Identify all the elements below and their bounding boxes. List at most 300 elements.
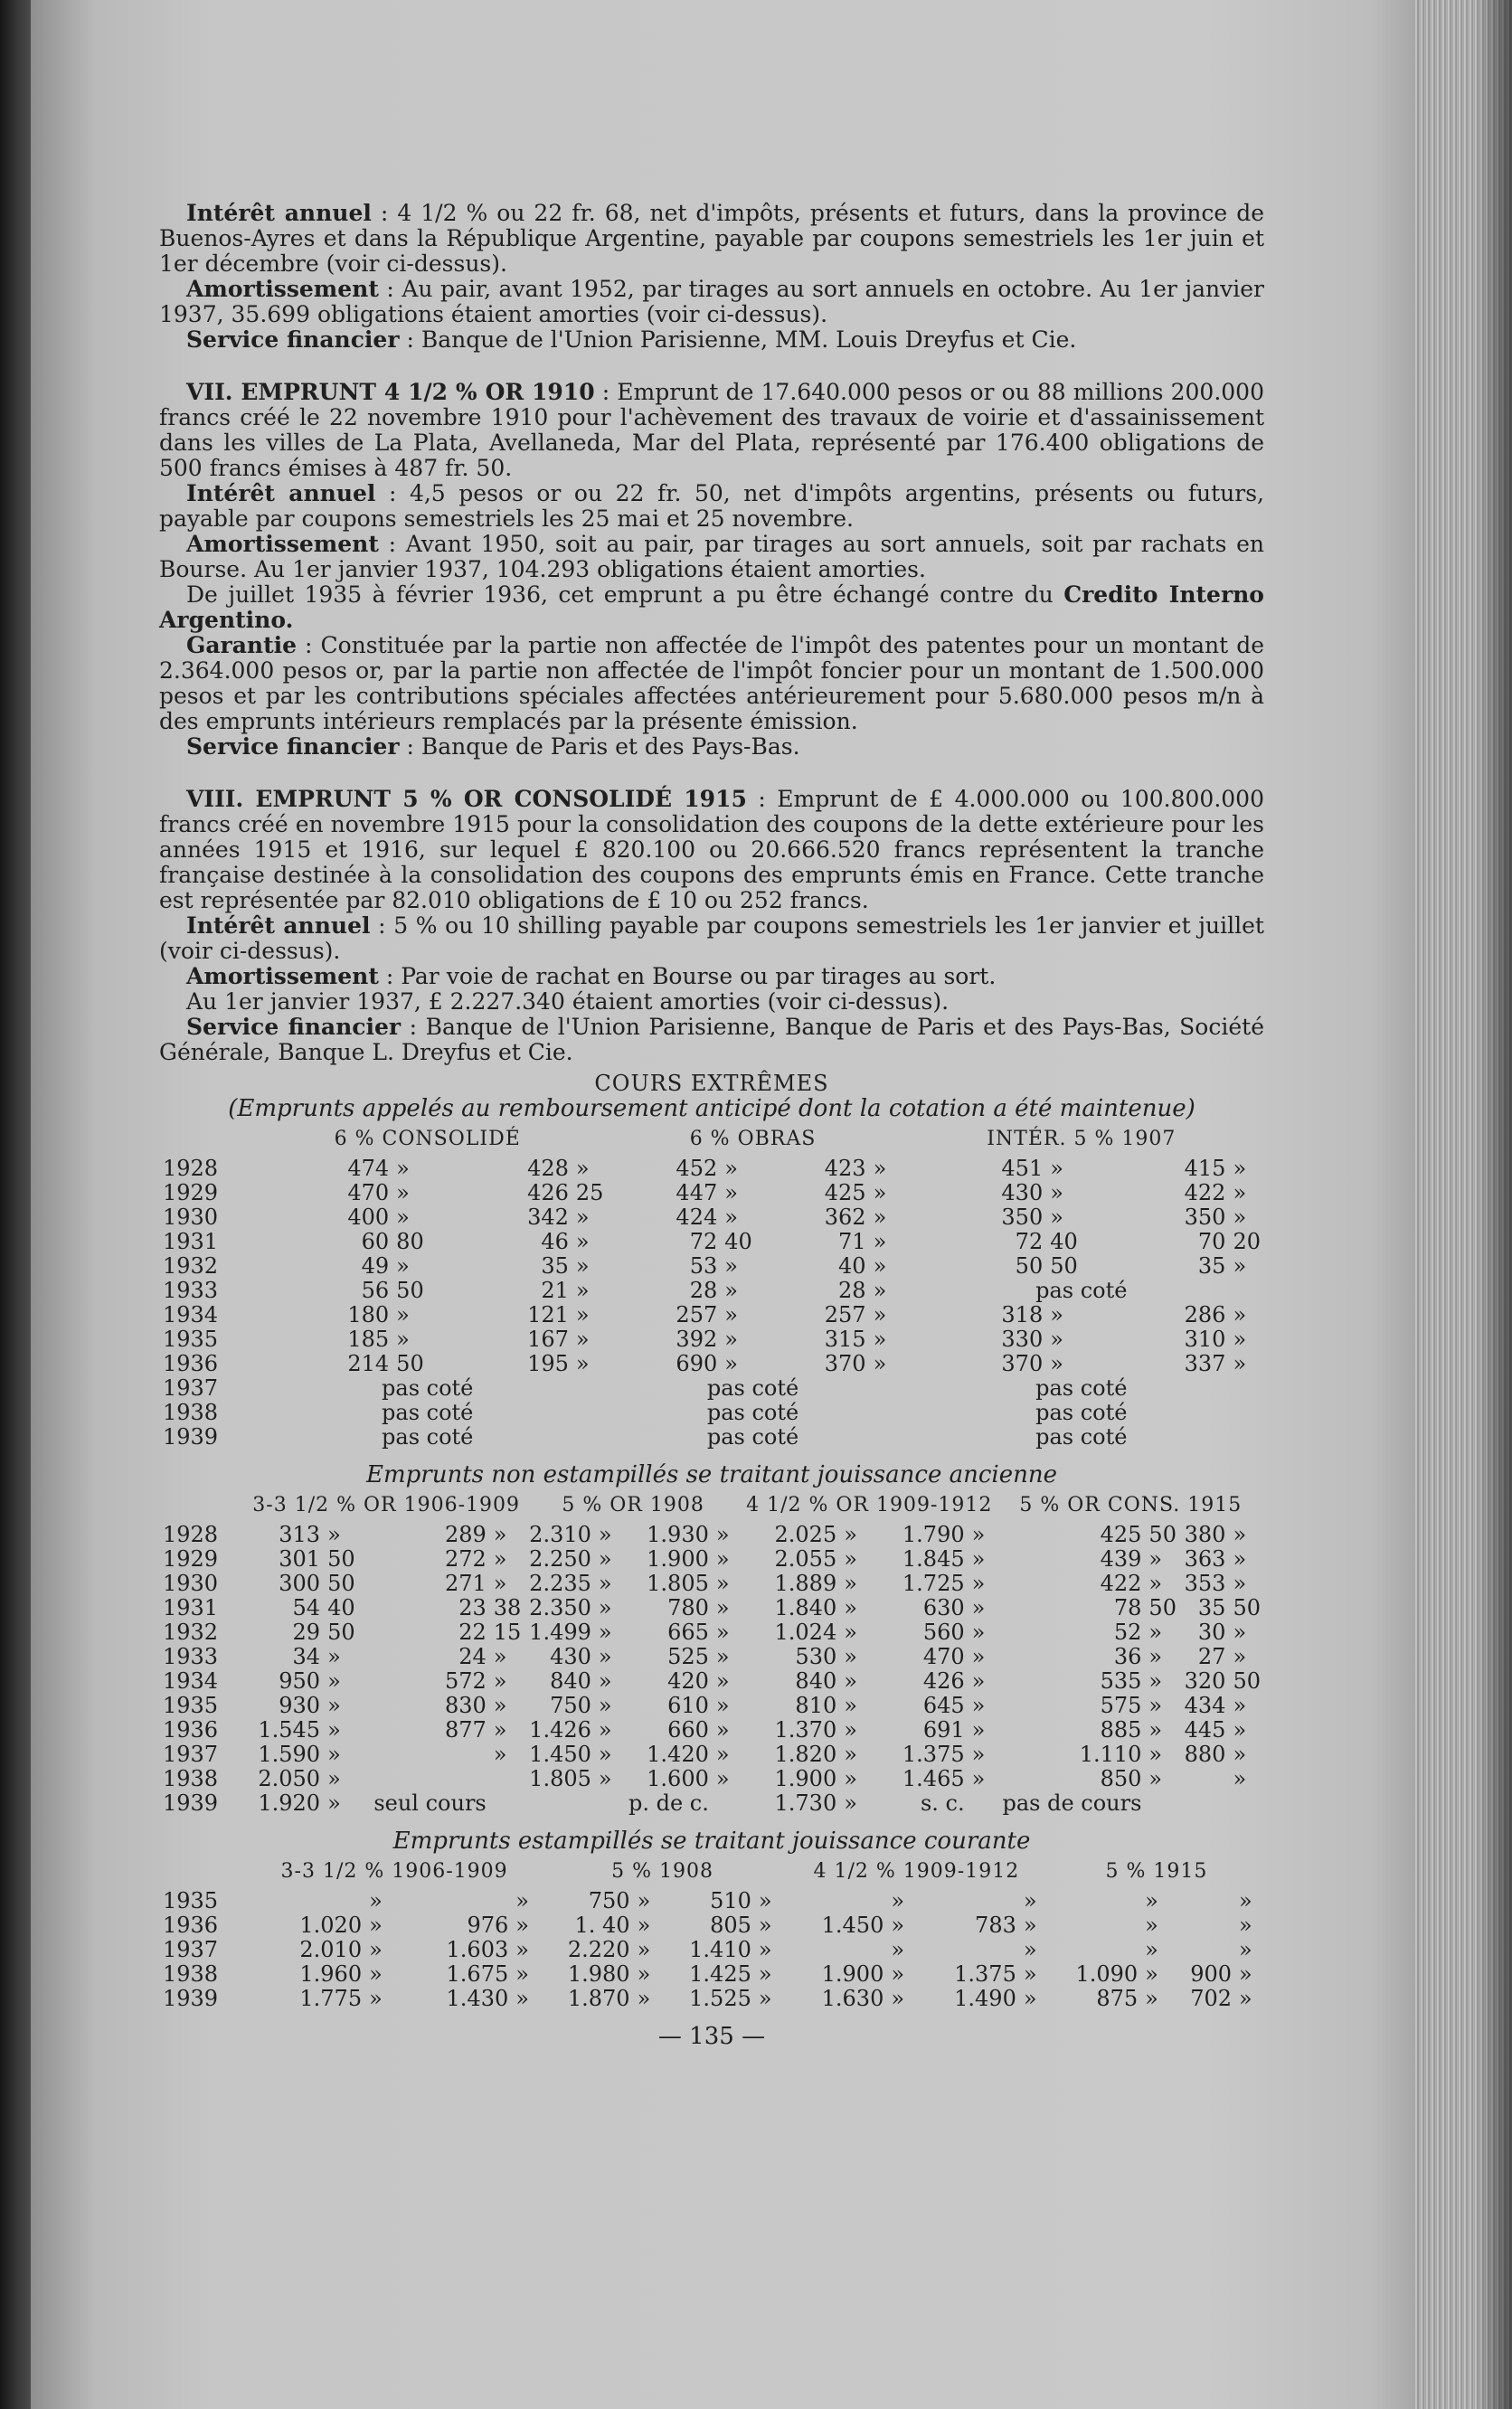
table-cell: »: [575, 1156, 590, 1181]
table-cell: »: [1239, 1986, 1252, 2011]
table-cell: 5 % OR CONS. 1915: [1019, 1494, 1243, 1516]
table-cell: [1049, 1913, 1141, 1938]
table-cell: »: [327, 1742, 341, 1767]
table-cell: 1935: [163, 1888, 219, 1913]
table-cell: »: [891, 1888, 905, 1913]
table-row: [159, 1352, 1264, 1376]
table-cell: 445: [1184, 1717, 1226, 1743]
table-cell: 430: [550, 1644, 591, 1669]
table-cell: »: [515, 1961, 529, 1987]
table-cell: »: [891, 1961, 905, 1987]
table-cell: »: [1233, 1693, 1247, 1718]
table-cell: »: [971, 1620, 986, 1645]
table-cell: 690: [676, 1351, 718, 1376]
table-cell: 337: [1184, 1351, 1226, 1376]
table-cell: 72: [689, 1229, 718, 1254]
table-cell: 1936: [163, 1913, 219, 1938]
table-row: [159, 1230, 1264, 1254]
table-header-row: [159, 1127, 1264, 1157]
table-cell: 46: [541, 1229, 569, 1254]
table-cell: 2.310: [529, 1522, 591, 1547]
table-cell: 422: [1100, 1571, 1142, 1596]
table-row: [159, 1572, 1264, 1596]
table-cell: »: [724, 1351, 738, 1376]
table-cell: 1939: [163, 1424, 219, 1450]
table-cell: 1933: [163, 1278, 219, 1303]
table-cell: 1.499: [529, 1620, 591, 1645]
table-1: [159, 1127, 1264, 1450]
table-cell: 470: [347, 1180, 390, 1205]
table-cell: »: [1233, 1180, 1247, 1205]
table-cell: 300: [279, 1571, 321, 1596]
table-cell: »: [1233, 1742, 1247, 1767]
table-cell: 40: [724, 1229, 752, 1254]
table-row: [159, 1547, 1264, 1572]
table-row: [159, 1791, 1264, 1816]
table-cell: 50: [1148, 1595, 1177, 1620]
table-cell: 28: [689, 1278, 718, 1303]
table-cell: 392: [676, 1327, 718, 1352]
table-cell: 167: [527, 1327, 569, 1352]
table-cell: »: [1233, 1717, 1247, 1743]
table-cell: »: [971, 1742, 986, 1767]
table-cell: seul cours: [373, 1790, 487, 1816]
cours-title: COURS EXTRÊMES: [594, 1071, 829, 1096]
table-cell: 452: [676, 1156, 718, 1181]
table-cell: »: [724, 1156, 738, 1181]
table-cell: »: [369, 1986, 383, 2011]
table-cell: 1.805: [647, 1571, 709, 1596]
table-cell: »: [637, 1888, 651, 1913]
table-cell: »: [844, 1546, 857, 1572]
table-cell: »: [844, 1766, 857, 1791]
table-row: [159, 1596, 1264, 1620]
table-cell: »: [1050, 1302, 1063, 1327]
page-edges: [1414, 0, 1512, 2409]
table-cell: [1170, 1938, 1235, 1962]
table-cell: »: [891, 1986, 905, 2011]
table-cell: 1.420: [647, 1742, 709, 1767]
table-cell: 575: [1100, 1693, 1142, 1718]
table-cell: [969, 1791, 997, 1816]
table-cell: 80: [396, 1229, 424, 1254]
table-cell: [490, 1767, 525, 1791]
table-cell: »: [327, 1790, 341, 1816]
table-cell: »: [844, 1620, 857, 1645]
table-cell: 660: [667, 1717, 709, 1743]
table-cell: »: [715, 1522, 730, 1547]
table-cell: 1.370: [774, 1717, 837, 1743]
table-cell: 1.425: [689, 1961, 751, 1987]
table-cell: »: [327, 1522, 341, 1547]
table-cell: 70: [1197, 1229, 1226, 1254]
table-cell: »: [1148, 1766, 1163, 1791]
table-cell: 1932: [163, 1253, 219, 1279]
vii-heading: VII. EMPRUNT 4 1/2 % OR 1910 : Emprunt de 17.640.000 pesos or ou 88 millions 200.000 francs créé le 22 novembre 1910 pour l'achèvement des travaux de voirie et d'assainissement dans les villes de La Plata, Avellaneda, Mar del Plata, représenté par 176.400 obligations de 500 francs émises à 487 fr. 50.: [159, 379, 1264, 481]
table-cell: »: [891, 1913, 905, 1938]
table-cell: 783: [975, 1913, 1016, 1938]
table-cell: »: [715, 1693, 730, 1718]
table-cell: »: [1148, 1546, 1163, 1572]
table-row: [159, 1718, 1264, 1743]
table-cell: 1.889: [774, 1571, 837, 1596]
table-cell: 434: [1184, 1693, 1226, 1718]
table-cell: pas de cours: [1002, 1790, 1142, 1816]
table-cell: 40: [1050, 1229, 1078, 1254]
table-cell: 34: [292, 1644, 321, 1669]
table-cell: 38: [493, 1595, 522, 1620]
table-cell: »: [1023, 1961, 1037, 1987]
table-cell: 2.055: [774, 1546, 837, 1572]
table-cell: [359, 1743, 490, 1767]
table-cell: [784, 1938, 887, 1962]
table-cell: 50: [1148, 1522, 1177, 1547]
table-cell: »: [844, 1522, 857, 1547]
table-cell: 1.845: [902, 1546, 965, 1572]
table-cell: 1.525: [689, 1986, 751, 2011]
table-cell: »: [1145, 1961, 1158, 1987]
table-cell: [1170, 1889, 1235, 1913]
table-cell: »: [515, 1888, 529, 1913]
table-row: [159, 1279, 1264, 1303]
table-row: [159, 1205, 1264, 1230]
table-cell: 71: [838, 1229, 866, 1254]
table-cell: 530: [795, 1644, 837, 1669]
table-cell: »: [1050, 1180, 1063, 1205]
table-cell: 645: [922, 1693, 965, 1718]
table-cell: 50: [327, 1571, 355, 1596]
table-cell: »: [575, 1253, 590, 1279]
table-cell: pas coté: [706, 1424, 799, 1450]
table-cell: 1.375: [902, 1742, 965, 1767]
table-cell: »: [715, 1546, 730, 1572]
table-cell: 35: [1197, 1253, 1226, 1279]
table-cell: »: [1145, 1937, 1158, 1962]
table-cell: 850: [1100, 1766, 1142, 1791]
table-cell: 380: [1184, 1522, 1226, 1547]
table-cell: »: [598, 1620, 612, 1645]
table-cell: »: [1239, 1913, 1252, 1938]
table-cell: [490, 1791, 525, 1816]
table-cell: 1.820: [774, 1742, 837, 1767]
table-cell: »: [873, 1302, 887, 1327]
vii-service: Service financier : Banque de Paris et des Pays-Bas.: [186, 733, 800, 760]
table-cell: »: [758, 1961, 772, 1987]
table-cell: 313: [279, 1522, 321, 1547]
table-cell: »: [724, 1204, 738, 1230]
table-cell: »: [575, 1278, 590, 1303]
table-cell: [1180, 1767, 1229, 1791]
table-cell: »: [1023, 1937, 1037, 1962]
vi-amortissement: Amortissement : Au pair, avant 1952, par tirages au sort annuels en octobre. Au 1er janvier 1937, 35.699 obligations étaient amorties (voir ci-dessus).: [159, 276, 1264, 327]
table-cell: »: [327, 1668, 341, 1694]
table-cell: [159, 1493, 248, 1523]
table-cell: 1.930: [647, 1522, 709, 1547]
table-cell: 885: [1100, 1717, 1142, 1743]
table-cell: »: [1233, 1644, 1247, 1669]
table-cell: 78: [1113, 1595, 1142, 1620]
table-cell: 30: [1197, 1620, 1226, 1645]
table-cell: 36: [1113, 1644, 1142, 1669]
table-cell: »: [1233, 1571, 1247, 1596]
table-cell: »: [971, 1546, 986, 1572]
table-cell: »: [724, 1278, 738, 1303]
table-cell: 750: [550, 1693, 591, 1718]
table-cell: 1.980: [567, 1961, 630, 1987]
table-cell: 257: [676, 1302, 718, 1327]
table-cell: »: [844, 1571, 857, 1596]
table-cell: »: [1239, 1937, 1252, 1962]
table-cell: »: [971, 1717, 986, 1743]
table-cell: 353: [1184, 1571, 1226, 1596]
table-cell: 780: [667, 1595, 709, 1620]
table-cell: »: [844, 1693, 857, 1718]
viii-service: Service financier : Banque de l'Union Parisienne, Banque de Paris et des Pays-Bas, Société Générale, Banque L. Dreyfus et Cie.: [159, 1014, 1264, 1065]
table-cell: 422: [1184, 1180, 1226, 1205]
table-cell: »: [715, 1595, 730, 1620]
table-cell: 6 % OBRAS: [689, 1128, 817, 1150]
table-cell: 21: [541, 1278, 569, 1303]
table-cell: »: [971, 1571, 986, 1596]
table-cell: 2.050: [258, 1766, 321, 1791]
table-cell: 15: [493, 1620, 522, 1645]
table-header-row: [159, 1859, 1264, 1889]
table-cell: »: [844, 1717, 857, 1743]
table-cell: »: [844, 1668, 857, 1694]
table-cell: 1. 40: [574, 1913, 630, 1938]
table-cell: 50: [327, 1546, 355, 1572]
table-cell: 1.675: [446, 1961, 509, 1987]
table-cell: 1.490: [954, 1986, 1016, 2011]
table-cell: 50: [1233, 1668, 1261, 1694]
table-cell: 1928: [163, 1156, 219, 1181]
table-cell: »: [637, 1937, 651, 1962]
table-cell: »: [575, 1351, 590, 1376]
table-cell: »: [971, 1644, 986, 1669]
table-cell: 320: [1184, 1668, 1226, 1694]
table-cell: pas coté: [1035, 1424, 1128, 1450]
table-cell: »: [758, 1888, 772, 1913]
table-cell: 702: [1190, 1986, 1232, 2011]
table-cell: 1.545: [258, 1717, 321, 1743]
table-cell: »: [1050, 1204, 1063, 1230]
table-row: [159, 1938, 1264, 1962]
table-cell: »: [598, 1644, 612, 1669]
viii-amortissement-2: Au 1er janvier 1937, £ 2.227.340 étaient amorties (voir ci-dessus).: [186, 988, 950, 1015]
table-cell: pas coté: [1035, 1400, 1128, 1425]
table-cell: s. c.: [920, 1790, 965, 1816]
table-cell: [159, 1859, 248, 1889]
table-cell: »: [327, 1717, 341, 1743]
table-cell: 426: [527, 1180, 569, 1205]
table-cell: 1939: [163, 1986, 219, 2011]
table-cell: »: [1233, 1546, 1247, 1572]
table-cell: »: [1050, 1156, 1063, 1181]
viii-heading: VIII. EMPRUNT 5 % OR CONSOLIDÉ 1915 : Emprunt de £ 4.000.000 ou 100.800.000 francs créé en novembre 1915 pour la consolidation des coupons de la dette extérieure pour les années 1915 et 1916, sur lequel £ 820.100 ou 20.666.520 francs représentent la tranche française destinée à la consolidation des coupons des emprunts émis en France. Cette tranche est représentée par 82.010 obligations de £ 10 ou 252 francs.: [159, 786, 1264, 913]
table-cell: [595, 1791, 624, 1816]
table-cell: 1.450: [529, 1742, 591, 1767]
table-cell: 4 1/2 % OR 1909-1912: [746, 1494, 993, 1516]
table-cell: p. de c.: [628, 1790, 709, 1816]
table-cell: 50: [1233, 1595, 1261, 1620]
table-cell: »: [1148, 1620, 1163, 1645]
table-cell: »: [873, 1351, 887, 1376]
table-cell: »: [327, 1693, 341, 1718]
table-cell: 2.235: [529, 1571, 591, 1596]
table-row: [159, 1645, 1264, 1669]
table-cell: 691: [922, 1717, 965, 1743]
vii-interet: Intérêt annuel : 4,5 pesos or ou 22 fr. 50, net d'impôts argentins, présents ou futurs, payable par coupons semestriels les 25 mai et 25 novembre.: [159, 480, 1264, 532]
table-cell: 900: [1190, 1961, 1232, 1987]
table-cell: 180: [347, 1302, 390, 1327]
table-cell: »: [1233, 1522, 1247, 1547]
table-cell: 423: [824, 1156, 866, 1181]
table-cell: [394, 1889, 512, 1913]
table-cell: 840: [550, 1668, 591, 1694]
table-cell: 72: [1015, 1229, 1044, 1254]
table-cell: »: [758, 1913, 772, 1938]
table-cell: »: [637, 1913, 651, 1938]
table-cell: »: [724, 1327, 738, 1352]
table-cell: »: [598, 1546, 612, 1572]
table-cell: »: [724, 1253, 738, 1279]
table-cell: 875: [1096, 1986, 1139, 2011]
table-cell: 286: [1184, 1302, 1226, 1327]
table-cell: »: [873, 1180, 887, 1205]
table-cell: 1932: [163, 1620, 219, 1645]
table-cell: »: [715, 1766, 730, 1791]
table-cell: 424: [676, 1204, 718, 1230]
table-cell: 1935: [163, 1327, 219, 1352]
table-cell: »: [844, 1644, 857, 1669]
table-cell: 1.725: [902, 1571, 965, 1596]
table-cell: 2.220: [567, 1937, 630, 1962]
table-cell: »: [1023, 1913, 1037, 1938]
table-cell: 301: [279, 1546, 321, 1572]
table-cell: »: [396, 1180, 410, 1205]
table-cell: 310: [1184, 1327, 1226, 1352]
table-cell: 805: [710, 1913, 751, 1938]
table-cell: »: [1233, 1351, 1247, 1376]
table-cell: 426: [922, 1668, 965, 1694]
table-row: [159, 1425, 1264, 1450]
table-cell: »: [971, 1595, 986, 1620]
table-cell: »: [396, 1156, 410, 1181]
table-cell: 560: [922, 1620, 965, 1645]
table-cell: »: [1023, 1888, 1037, 1913]
table-cell: »: [971, 1766, 986, 1791]
table-cell: 2.350: [529, 1595, 591, 1620]
table-cell: »: [493, 1693, 507, 1718]
book-spine: [0, 0, 31, 2409]
table-cell: 474: [347, 1156, 390, 1181]
table-cell: 1931: [163, 1595, 219, 1620]
table-cell: 950: [279, 1668, 321, 1694]
table-cell: 1934: [163, 1668, 219, 1694]
table-cell: 750: [588, 1888, 630, 1913]
table-cell: pas coté: [382, 1375, 474, 1401]
table-cell: »: [1233, 1204, 1247, 1230]
table-cell: 1929: [163, 1546, 219, 1572]
table-cell: »: [1145, 1913, 1158, 1938]
table-cell: »: [758, 1986, 772, 2011]
table-cell: »: [515, 1986, 529, 2011]
table-cell: 5 % 1915: [1105, 1860, 1208, 1883]
table-cell: »: [493, 1668, 507, 1694]
table-row: [159, 1962, 1264, 1987]
table-cell: »: [493, 1644, 507, 1669]
table-cell: 370: [1001, 1351, 1044, 1376]
table-cell: »: [1239, 1961, 1252, 1987]
table-cell: »: [493, 1717, 507, 1743]
table-cell: 510: [710, 1888, 751, 1913]
table-cell: 1933: [163, 1644, 219, 1669]
table-cell: »: [1233, 1253, 1247, 1279]
table-cell: »: [1148, 1717, 1163, 1743]
table-cell: 1.960: [299, 1961, 363, 1987]
table-cell: 1.900: [774, 1766, 837, 1791]
table-cell: 29: [292, 1620, 321, 1645]
table-row: [159, 1157, 1264, 1181]
table-cell: 1.465: [902, 1766, 965, 1791]
table-cell: 415: [1184, 1156, 1226, 1181]
table-cell: 1930: [163, 1204, 219, 1230]
table-cell: »: [724, 1302, 738, 1327]
table-cell: [713, 1791, 742, 1816]
table-cell: 880: [1184, 1742, 1226, 1767]
table-cell: 50: [327, 1620, 355, 1645]
table-cell: 195: [527, 1351, 569, 1376]
vii-garantie: Garantie : Constituée par la partie non affectée de l'impôt des patentes pour un montant de 2.364.000 pesos or, par la partie non affectée de l'impôt foncier pour un montant de 1.500.000 pesos et par les contributions spéciales affectées antérieurement pour 5.680.000 pesos m/n à des emprunts intérieurs remplacés par la présente émission.: [159, 632, 1264, 734]
table-cell: 1.730: [774, 1790, 837, 1816]
table-row: [159, 1254, 1264, 1279]
table-cell: 5 % 1908: [611, 1860, 713, 1883]
table-row: [159, 1669, 1264, 1694]
table-cell: »: [971, 1668, 986, 1694]
table-cell: »: [369, 1937, 383, 1962]
table-cell: »: [515, 1937, 529, 1962]
table-cell: »: [1233, 1302, 1247, 1327]
table-cell: »: [844, 1742, 857, 1767]
table-cell: 976: [467, 1913, 509, 1938]
vi-interet: Intérêt annuel : 4 1/2 % ou 22 fr. 68, net d'impôts, présents et futurs, dans la province de Buenos-Ayres et dans la République Argentine, payable par coupons semestriels les 1er juin et 1er décembre (voir ci-dessus).: [159, 200, 1264, 277]
table-cell: 23: [458, 1595, 487, 1620]
table-cell: »: [1233, 1620, 1247, 1645]
table-cell: [916, 1938, 1020, 1962]
table-cell: 1.090: [1075, 1961, 1139, 1987]
viii-interet: Intérêt annuel : 5 % ou 10 shilling payable par coupons semestriels les 1er janvier et juillet (voir ci-dessus).: [159, 912, 1264, 964]
table-cell: 1.430: [446, 1986, 509, 2011]
table-cell: 425: [1100, 1522, 1142, 1547]
table-cell: »: [1050, 1327, 1063, 1352]
table-cell: 35: [1197, 1595, 1226, 1620]
table-cell: »: [1148, 1742, 1163, 1767]
table-row: [159, 1743, 1264, 1767]
table-cell: »: [1233, 1327, 1247, 1352]
table-cell: 1939: [163, 1790, 219, 1816]
table-cell: 50: [1015, 1253, 1044, 1279]
table-cell: 840: [795, 1668, 837, 1694]
table-cell: 610: [667, 1693, 709, 1718]
table-cell: »: [1145, 1888, 1158, 1913]
table-cell: 1.920: [258, 1790, 321, 1816]
table-row: [159, 1913, 1264, 1938]
table-row: [159, 1987, 1264, 2011]
table-row: [159, 1620, 1264, 1645]
table-cell: »: [575, 1327, 590, 1352]
table-cell: »: [715, 1717, 730, 1743]
table-cell: 27: [1197, 1644, 1226, 1669]
